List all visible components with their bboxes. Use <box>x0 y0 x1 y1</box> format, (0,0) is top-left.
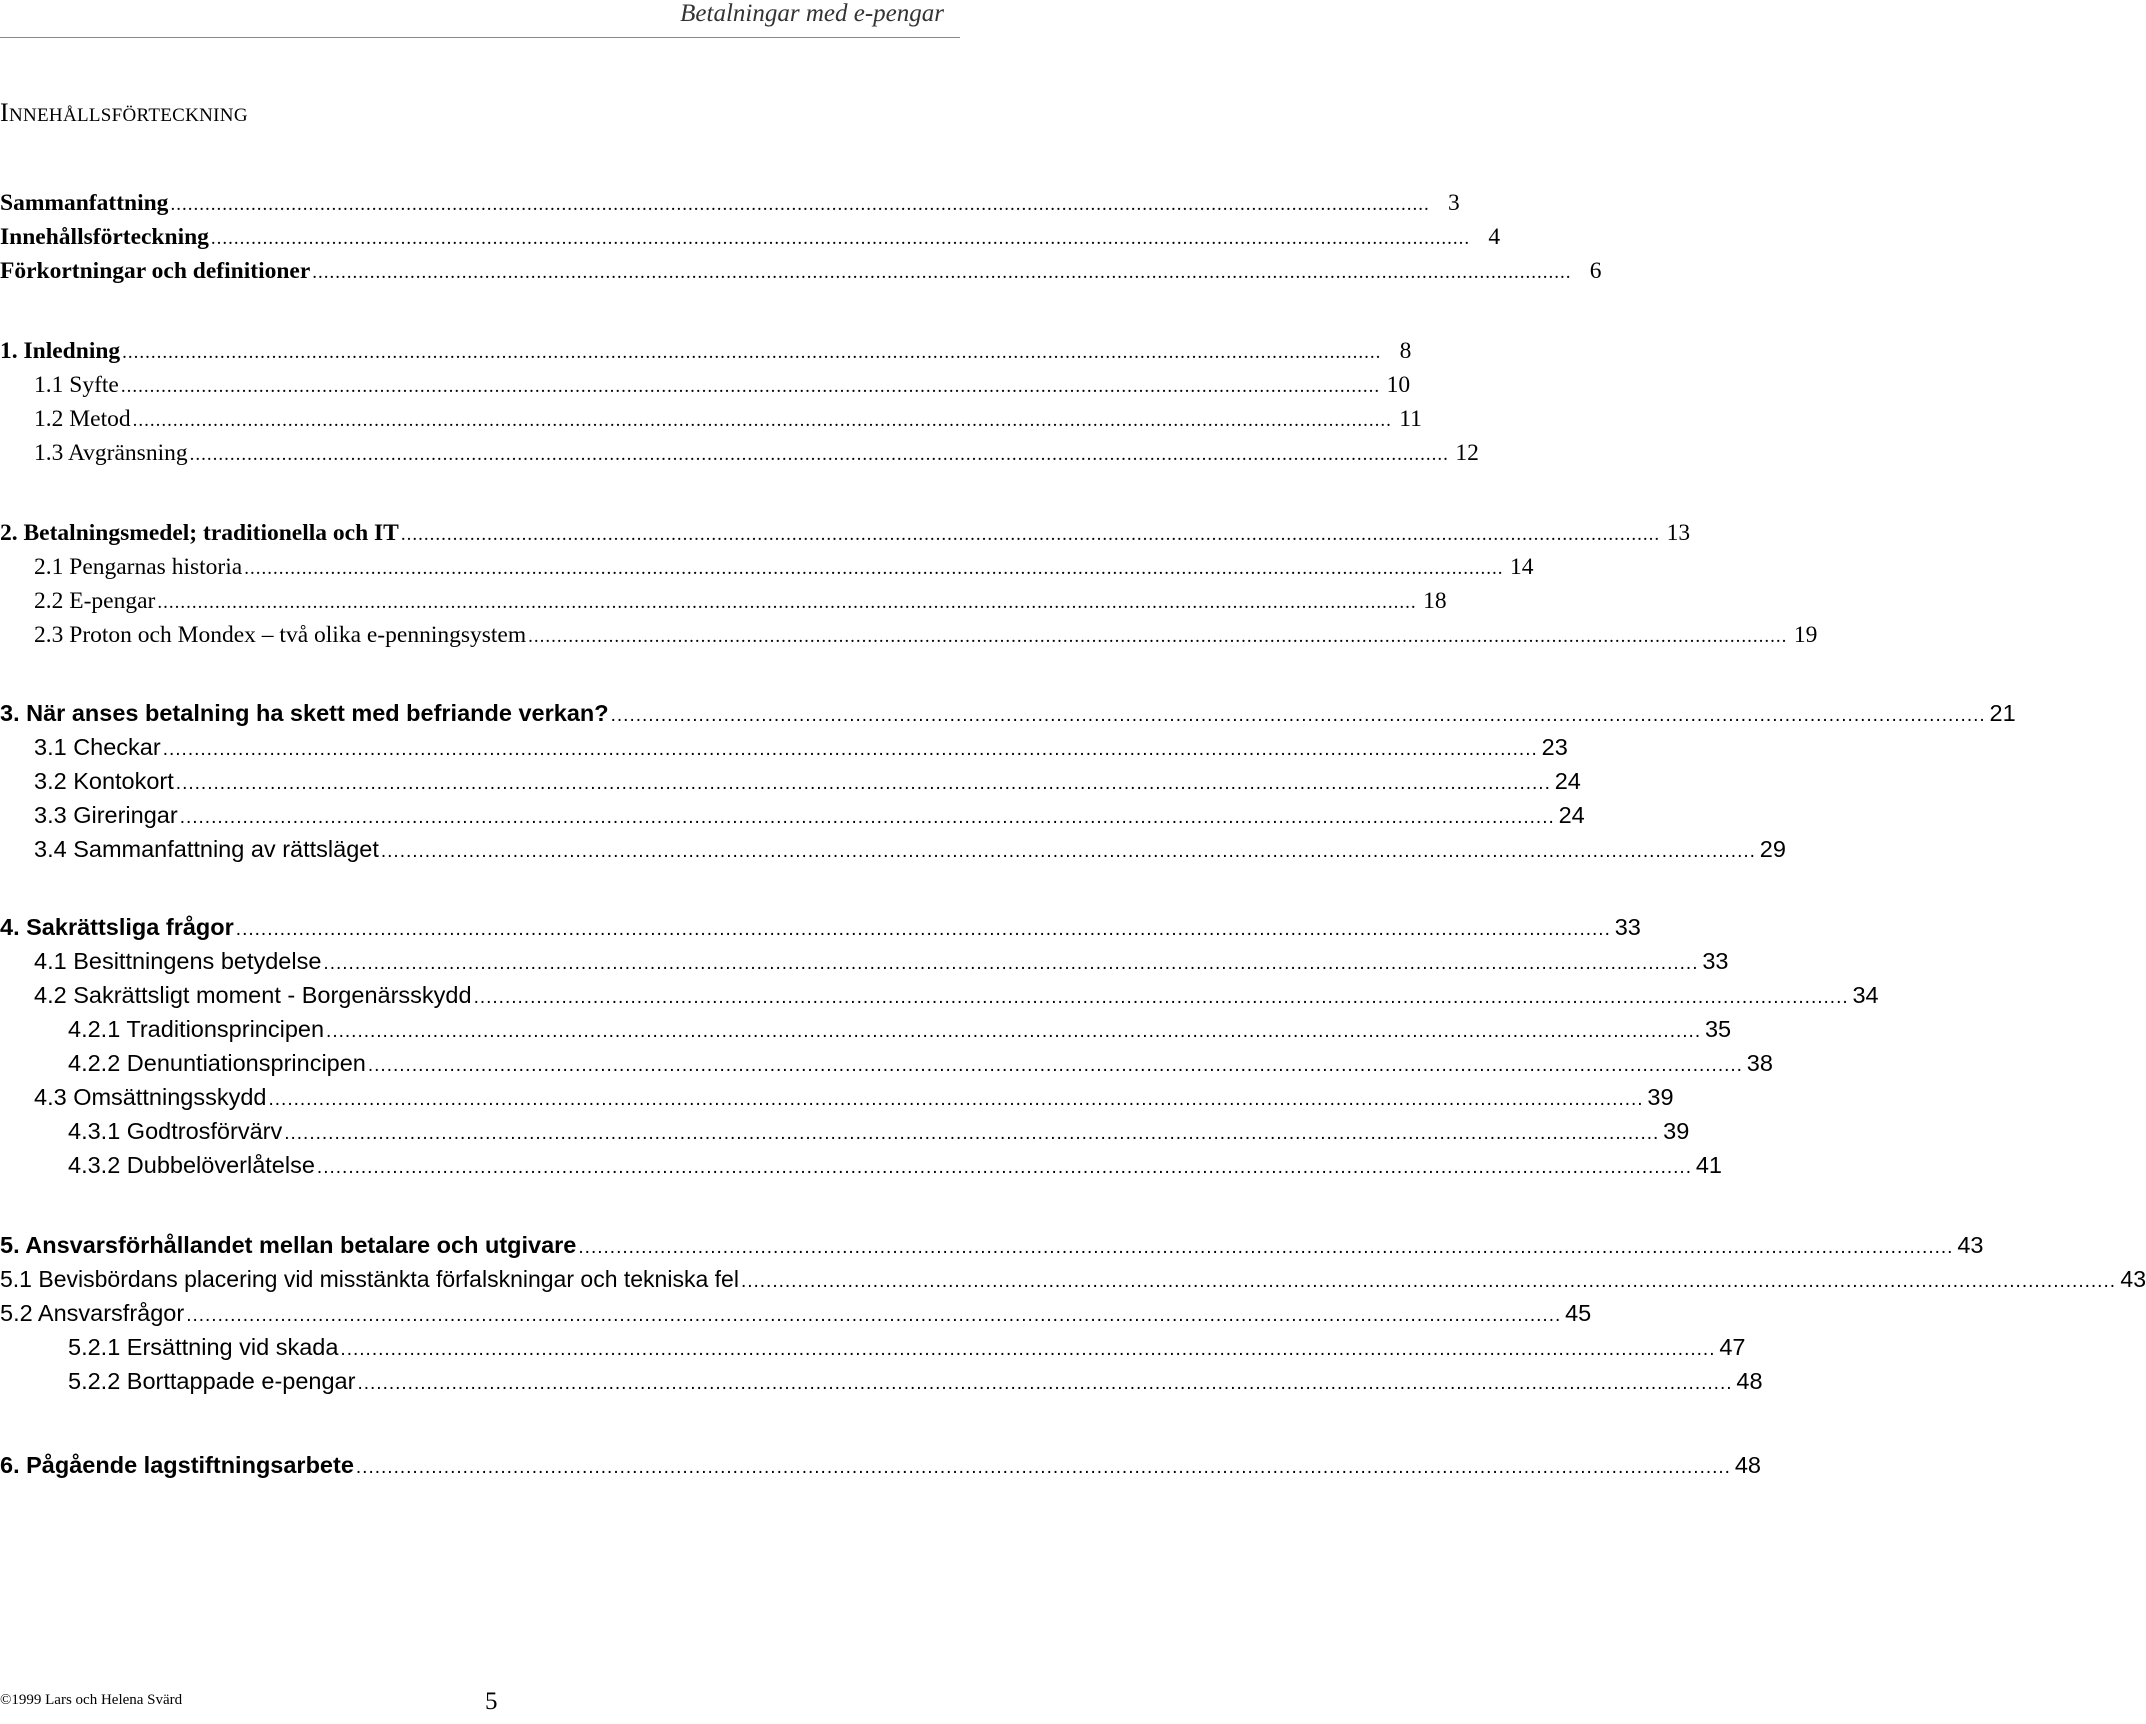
toc-entry-label: 2.1 Pengarnas historia <box>34 554 243 580</box>
toc-entry[interactable] <box>0 554 1534 588</box>
dot-leader: ........................................................................................................................................................................................................................... <box>312 262 1572 283</box>
toc-entry[interactable] <box>0 1084 1674 1118</box>
toc-entry-label: 4.2.1 Traditionsprincipen <box>68 1016 325 1042</box>
toc-entry-page: 48 <box>1736 1368 1763 1394</box>
dot-leader: ........................................................................................................................................................................................................................... <box>528 626 1788 647</box>
toc-entry-label: 5.2 Ansvarsfrågor <box>0 1300 185 1326</box>
dot-leader: ........................................................................................................................................................................................................................... <box>157 592 1417 613</box>
header-divider <box>0 37 960 38</box>
toc-entry[interactable] <box>0 1152 1722 1186</box>
toc-entry-page: 11 <box>1399 406 1422 432</box>
dot-leader: ........................................................................................................................................................................................................................... <box>367 1055 1743 1076</box>
toc-entry-label: 3.1 Checkar <box>34 734 161 760</box>
toc-entry-page: 48 <box>1734 1452 1761 1478</box>
toc-heading-initial: I <box>0 98 9 127</box>
dot-leader: ........................................................................................................................................................................................................................... <box>235 919 1611 940</box>
dot-leader: ........................................................................................................................................................................................................................... <box>189 444 1449 465</box>
toc-entry[interactable] <box>0 1368 1763 1402</box>
toc-entry[interactable] <box>0 1118 1690 1152</box>
dot-leader: ........................................................................................................................................................................................................................... <box>357 1373 1733 1394</box>
toc-entry-page: 39 <box>1663 1118 1690 1144</box>
dot-leader: ........................................................................................................................................................................................................................... <box>400 524 1661 545</box>
toc-entry-page: 19 <box>1793 622 1818 648</box>
toc-entry-label: 4.2 Sakrättsligt moment - Borgenärsskydd <box>34 982 472 1008</box>
toc-entry-page: 24 <box>1558 802 1585 828</box>
footer-page-number: 5 <box>485 1688 498 1715</box>
toc-entry-page: 18 <box>1423 588 1447 614</box>
toc-heading-rest: NNEHÅLLSFÖRTECKNING <box>8 105 248 126</box>
toc-entry[interactable] <box>0 1016 1732 1050</box>
dot-leader: ........................................................................................................................................................................................................................... <box>122 342 1382 363</box>
toc-entry[interactable] <box>0 406 1422 440</box>
toc-entry-page: 33 <box>1614 914 1641 940</box>
toc-entry[interactable] <box>0 1050 1773 1084</box>
toc-entry-page: 6 <box>1589 258 1602 284</box>
toc-entry-label: Sammanfattning <box>0 190 169 216</box>
dot-leader: ........................................................................................................................................................................................................................... <box>578 1237 1954 1258</box>
toc-entry-label: 3.4 Sammanfattning av rättsläget <box>34 836 379 862</box>
toc-entry-label: 1.1 Syfte <box>34 372 119 398</box>
toc-entry-label: 5. Ansvarsförhållandet mellan betalare och utgivare <box>0 1232 577 1258</box>
toc-entry[interactable] <box>0 1334 1746 1368</box>
toc-entry[interactable] <box>0 836 1786 870</box>
toc-entry[interactable] <box>0 372 1411 406</box>
toc-entry-label: 3.3 Gireringar <box>34 802 178 828</box>
dot-leader: ........................................................................................................................................................................................................................... <box>175 773 1551 794</box>
dot-leader: ........................................................................................................................................................................................................................... <box>610 705 1986 726</box>
toc-entry-page: 35 <box>1704 1016 1732 1042</box>
toc-entry-label: 5.1 Bevisbördans placering vid misstänkta förfalskningar och tekniska fel <box>0 1266 739 1292</box>
toc-entry-page: 21 <box>1989 700 2016 726</box>
toc-entry-label: 6. Pågående lagstiftningsarbete <box>0 1452 354 1478</box>
toc-entry[interactable] <box>0 700 2016 734</box>
toc-entry[interactable] <box>0 258 1602 292</box>
toc-entry-label: 4.3.1 Godtrosförvärv <box>68 1118 283 1144</box>
dot-leader: ........................................................................................................................................................................................................................... <box>740 1271 2116 1292</box>
dot-leader: ........................................................................................................................................................................................................................... <box>179 807 1555 828</box>
toc-entry-page: 47 <box>1719 1334 1746 1360</box>
toc-entry-label: 2. Betalningsmedel; traditionella och IT <box>0 520 399 546</box>
toc-entry-page: 4 <box>1488 224 1501 250</box>
toc-entry-label: 1.3 Avgränsning <box>34 440 188 466</box>
toc-entry-label: 4.1 Besittningens betydelse <box>34 948 322 974</box>
toc-heading <box>0 98 248 128</box>
toc-entry-label: 5.2.2 Borttappade e-pengar <box>68 1368 356 1394</box>
footer-copyright: ©1999 Lars och Helena Svärd <box>0 1692 183 1708</box>
dot-leader: ........................................................................................................................................................................................................................... <box>355 1457 1731 1478</box>
dot-leader: ........................................................................................................................................................................................................................... <box>268 1089 1644 1110</box>
dot-leader: ........................................................................................................................................................................................................................... <box>323 953 1699 974</box>
toc-entry-label: 4.3 Omsättningsskydd <box>34 1084 267 1110</box>
toc-entry-page: 45 <box>1565 1300 1592 1326</box>
page-header <box>0 0 960 38</box>
toc-entry[interactable] <box>0 338 1412 372</box>
toc-entry-page: 34 <box>1852 982 1879 1008</box>
toc-entry-page: 8 <box>1399 338 1412 364</box>
toc-entry[interactable] <box>0 440 1479 474</box>
toc-entry-page: 38 <box>1746 1050 1773 1076</box>
toc-entry-label: Innehållsförteckning <box>0 224 209 250</box>
toc-entry[interactable] <box>0 1266 2146 1300</box>
toc-entry-page: 43 <box>2120 1266 2146 1292</box>
dot-leader: ........................................................................................................................................................................................................................... <box>132 410 1392 431</box>
dot-leader: ........................................................................................................................................................................................................................... <box>284 1123 1660 1144</box>
toc-entry-label: Förkortningar och definitioner <box>0 258 311 284</box>
dot-leader: ........................................................................................................................................................................................................................... <box>162 739 1538 760</box>
toc-entry-label: 3.2 Kontokort <box>34 768 174 794</box>
toc-entry[interactable] <box>0 1232 1984 1266</box>
toc-entry[interactable] <box>0 734 1568 768</box>
dot-leader: ........................................................................................................................................................................................................................... <box>210 228 1471 249</box>
toc-entry[interactable] <box>0 802 1585 836</box>
toc-entry[interactable] <box>0 982 1879 1016</box>
dot-leader: ........................................................................................................................................................................................................................... <box>380 841 1756 862</box>
toc-entry-label: 5.2.1 Ersättning vid skada <box>68 1334 339 1360</box>
toc-entry-page: 43 <box>1957 1232 1984 1258</box>
dot-leader: ........................................................................................................................................................................................................................... <box>316 1157 1692 1178</box>
toc-entry-label: 1. Inledning <box>0 338 121 364</box>
toc-entry-page: 23 <box>1541 734 1568 760</box>
dot-leader: ........................................................................................................................................................................................................................... <box>120 376 1381 397</box>
toc-entry-label: 4. Sakrättsliga frågor <box>0 914 234 940</box>
dot-leader: ........................................................................................................................................................................................................................... <box>170 194 1430 215</box>
dot-leader: ........................................................................................................................................................................................................................... <box>244 558 1504 579</box>
toc-entry[interactable] <box>0 914 1641 948</box>
toc-entry-label: 4.3.2 Dubbelöverlåtelse <box>68 1152 315 1178</box>
dot-leader: ........................................................................................................................................................................................................................... <box>473 987 1849 1008</box>
dot-leader: ........................................................................................................................................................................................................................... <box>186 1305 1562 1326</box>
toc-entry-label: 4.2.2 Denuntiationsprincipen <box>68 1050 366 1076</box>
toc-entry-page: 41 <box>1695 1152 1722 1178</box>
toc-entry[interactable] <box>0 224 1501 258</box>
toc-entry[interactable] <box>0 588 1447 622</box>
toc-entry-page: 39 <box>1647 1084 1674 1110</box>
toc-entry[interactable] <box>0 622 1818 656</box>
toc-entry-page: 29 <box>1759 836 1786 862</box>
dot-leader: ........................................................................................................................................................................................................................... <box>326 1021 1702 1042</box>
toc-entry-page: 3 <box>1447 190 1460 216</box>
dot-leader: ........................................................................................................................................................................................................................... <box>340 1339 1716 1360</box>
toc-entry-label: 3. När anses betalning ha skett med befriande verkan? <box>0 700 609 726</box>
toc-entry-label: 2.2 E-pengar <box>34 588 156 614</box>
toc-entry[interactable] <box>0 520 1691 554</box>
toc-entry-page: 10 <box>1386 372 1411 398</box>
toc-entry-label: 1.2 Metod <box>34 406 131 432</box>
header-title: Betalningar med e-pengar <box>680 0 944 27</box>
toc-entry-label: 2.3 Proton och Mondex – två olika e-penningsystem <box>34 622 527 648</box>
toc-entry[interactable] <box>0 190 1460 224</box>
toc-entry-page: 12 <box>1455 440 1479 466</box>
toc-entry-page: 24 <box>1554 768 1581 794</box>
toc-entry[interactable] <box>0 768 1581 802</box>
toc-entry[interactable] <box>0 1452 1761 1486</box>
toc-entry-page: 33 <box>1702 948 1729 974</box>
toc-entry-page: 14 <box>1509 554 1534 580</box>
toc-entry[interactable] <box>0 1300 1592 1334</box>
toc-entry[interactable] <box>0 948 1729 982</box>
toc-entry-page: 13 <box>1666 520 1691 546</box>
